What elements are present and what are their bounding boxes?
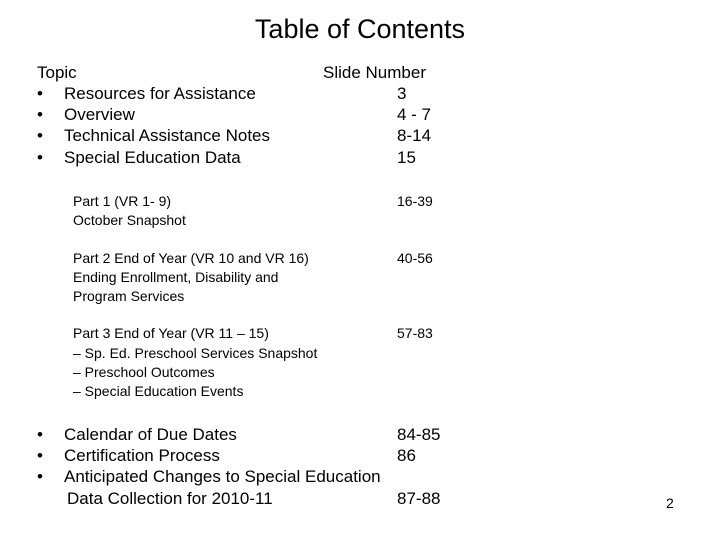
sub-item-part3-line3: – Preschool Outcomes: [73, 364, 215, 380]
toc-item-certification: Certification Process: [64, 446, 220, 465]
page-number: 2: [666, 495, 674, 511]
bullet: •: [37, 425, 43, 444]
bullet: •: [37, 467, 43, 486]
page-title: Table of Contents: [254, 14, 466, 44]
toc-item-special-ed-data: Special Education Data: [64, 148, 241, 167]
bullet: •: [37, 148, 43, 167]
sub-item-part3-slides: 57-83: [397, 325, 433, 341]
toc-item-special-ed-data-slides: 15: [397, 148, 416, 167]
toc-item-anticipated-changes: Anticipated Changes to Special Education: [64, 467, 381, 486]
sub-item-part2-line3: Program Services: [73, 288, 185, 304]
sub-item-part3-line4: – Special Education Events: [73, 383, 244, 399]
sub-item-part1-line2: October Snapshot: [73, 212, 186, 228]
toc-item-resources: Resources for Assistance: [64, 84, 256, 103]
toc-item-overview-slides: 4 - 7: [397, 105, 432, 124]
toc-item-calendar-slides: 84-85: [397, 425, 441, 444]
toc-item-technical-notes: Technical Assistance Notes: [64, 126, 270, 145]
sub-item-part2-slides: 40-56: [397, 250, 433, 266]
toc-item-overview: Overview: [64, 105, 135, 124]
toc-item-anticipated-changes-slides: 87-88: [397, 489, 441, 508]
toc-item-technical-notes-slides: 8-14: [397, 126, 432, 145]
toc-item-calendar: Calendar of Due Dates: [64, 425, 237, 444]
topic-header: Topic: [37, 63, 77, 82]
bullet: •: [37, 126, 43, 145]
sub-item-part2-line1: Part 2 End of Year (VR 10 and VR 16): [73, 250, 309, 266]
sub-item-part2-line2: Ending Enrollment, Disability and: [73, 269, 279, 285]
sub-item-part3-line1: Part 3 End of Year (VR 11 – 15): [73, 325, 269, 341]
slide-number-header: Slide Number: [323, 63, 426, 82]
toc-item-certification-slides: 86: [397, 446, 416, 465]
toc-item-resources-slides: 3: [397, 84, 407, 103]
sub-item-part1-line1: Part 1 (VR 1- 9): [73, 193, 172, 209]
sub-item-part1-slides: 16-39: [397, 193, 433, 209]
toc-item-anticipated-changes-line2: Data Collection for 2010-11: [67, 489, 273, 508]
sub-item-part3-line2: – Sp. Ed. Preschool Services Snapshot: [73, 345, 318, 361]
bullet: •: [37, 84, 43, 103]
bullet: •: [37, 105, 43, 124]
bullet: •: [37, 446, 43, 465]
